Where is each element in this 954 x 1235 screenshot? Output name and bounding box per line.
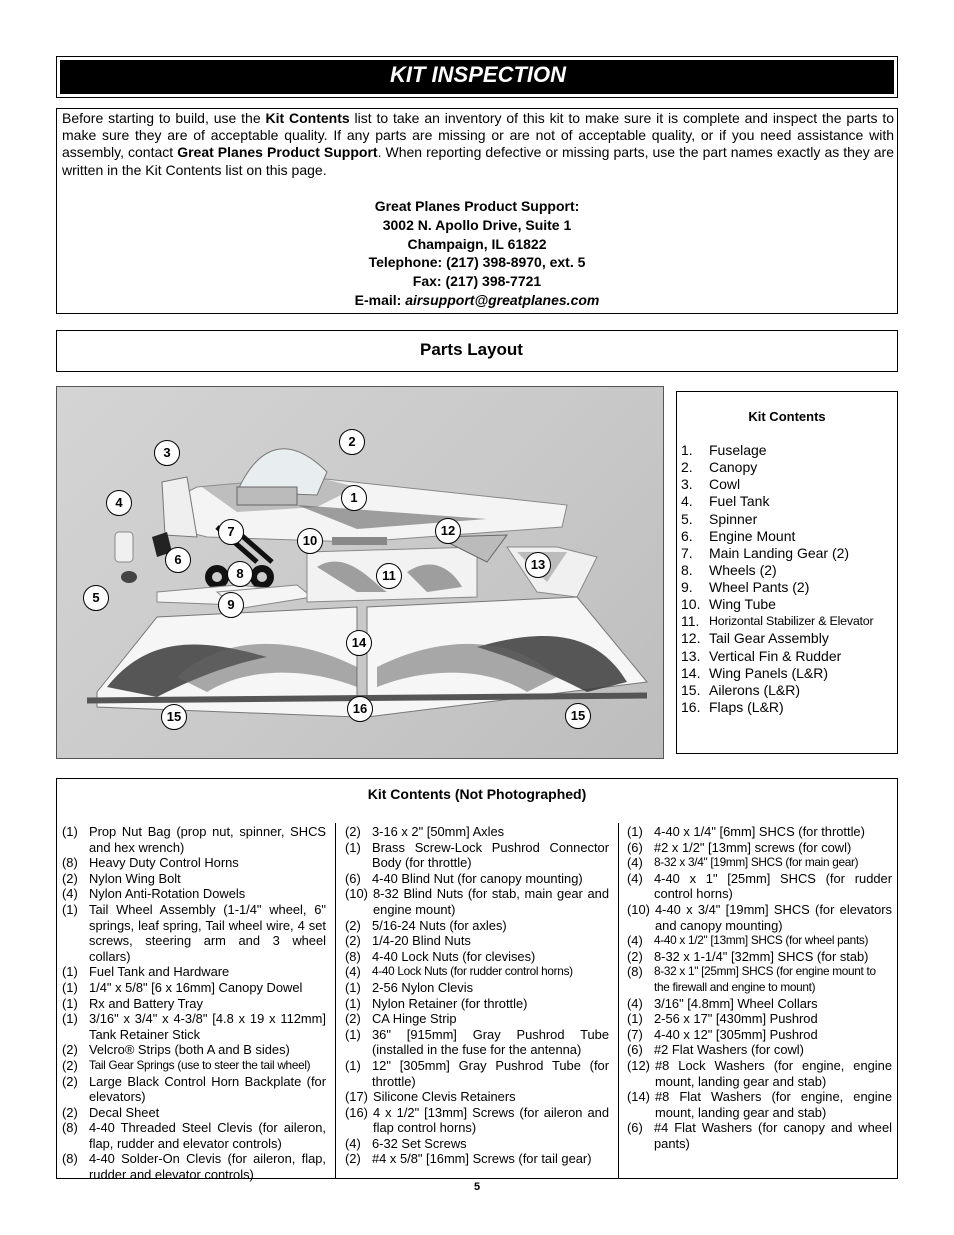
kit-contents-item-name: Flaps (L&R) [709, 698, 784, 715]
parts-list-item [62, 964, 326, 980]
kit-contents-item-name: Spinner [709, 510, 758, 527]
parts-list-quantity: (1) [345, 839, 361, 855]
support-email-line [56, 291, 898, 310]
callout-2: 2 [339, 429, 365, 455]
parts-list-description: 4 x 1/2" [13mm] Screws (for aileron and flap control horns) [373, 1104, 609, 1136]
parts-list-item [627, 964, 892, 995]
parts-list-item [627, 855, 892, 871]
parts-list-item [62, 1120, 326, 1151]
callout-4: 4 [106, 490, 132, 516]
parts-list-quantity: (4) [627, 995, 643, 1011]
parts-list-description: Heavy Duty Control Horns [89, 855, 239, 871]
parts-list-item [62, 871, 326, 887]
kit-contents-item-number: 5. [681, 510, 693, 527]
parts-list-description: Silicone Clevis Retainers [373, 1089, 516, 1105]
kit-contents-item-name: Wheels (2) [709, 561, 777, 578]
kit-contents-item-number: 3. [681, 476, 693, 493]
parts-list-quantity: (1) [62, 901, 78, 917]
parts-list-description: 8-32 x 1" [25mm] SHCS (for engine mount to the firewall and engine to mount) [654, 964, 876, 994]
kit-contents-item-number: 14. [681, 664, 701, 681]
parts-list-description: 4-40 Blind Nut (for canopy mounting) [372, 870, 583, 886]
parts-list-quantity: (2) [345, 933, 361, 949]
callout-7: 7 [218, 519, 244, 545]
parts-list-description: 36" [915mm] Gray Pushrod Tube (installed in the fuse for the antenna) [372, 1026, 609, 1058]
parts-list-quantity: (1) [627, 824, 643, 839]
kit-contents-item-name: Fuselage [709, 442, 767, 458]
parts-list-item [627, 1027, 892, 1043]
parts-list-quantity: (1) [62, 995, 78, 1011]
parts-list-quantity: (1) [62, 964, 78, 980]
callout-14: 14 [346, 630, 372, 656]
parts-list-quantity: (1) [62, 1011, 78, 1027]
kit-contents-item-number: 7. [681, 544, 693, 561]
parts-list-description: Nylon Wing Bolt [89, 870, 181, 886]
kit-contents-item-name: Fuel Tank [709, 493, 770, 510]
parts-list-quantity: (14) [627, 1089, 650, 1105]
parts-list-item [62, 1042, 326, 1058]
parts-list-description: 4-40 x 12" [305mm] Pushrod [654, 1026, 818, 1042]
kit-contents-item-number: 4. [681, 493, 693, 510]
parts-list-quantity: (8) [62, 1120, 78, 1136]
parts-list-quantity: (1) [345, 995, 361, 1011]
parts-list-quantity: (2) [62, 1073, 78, 1089]
parts-list-quantity: (16) [345, 1104, 368, 1120]
parts-list-description: 3-16 x 2" [50mm] Axles [372, 824, 505, 839]
parts-list-quantity: (12) [627, 1057, 650, 1073]
parts-list-description: 1/4" x 5/8" [6 x 16mm] Canopy Dowel [89, 979, 303, 995]
parts-list-description: 4-40 Lock Nuts (for clevises) [372, 948, 536, 964]
support-telephone: Telephone: (217) 398-8970, ext. 5 [368, 254, 586, 271]
parts-list-description: 8-32 x 1-1/4" [32mm] SHCS (for stab) [654, 948, 869, 964]
parts-layout-title: Parts Layout [420, 340, 523, 359]
kit-contents-item-number: 11. [681, 613, 700, 630]
parts-list-description: #4 x 5/8" [16mm] Screws (for tail gear) [372, 1151, 592, 1167]
parts-list-item [345, 996, 609, 1012]
kit-contents-item [681, 493, 896, 510]
parts-list-item [345, 1089, 609, 1105]
parts-list-description: CA Hinge Strip [372, 1011, 457, 1027]
kit-contents-item [681, 648, 896, 665]
parts-list-item [627, 949, 892, 965]
intro-text-2: list to take an inventory of this kit to make sure it is complete and inspect the parts to make sure they are of acceptable quality. If any parts are missing or are not of acceptable quality, or if you need assistance with assembly, contact [62, 110, 894, 161]
parts-list-item [345, 933, 609, 949]
intro-support-name: Great Planes Product Support [177, 144, 378, 161]
parts-list-description: Tail Wheel Assembly (1-1/4" wheel, 6" springs, leaf spring, Tail wheel wire, 4 set screws, steering arm and 3 wheel collars) [89, 901, 326, 964]
parts-list-quantity: (8) [62, 1151, 78, 1167]
parts-list-item [62, 886, 326, 902]
kit-contents-item-name: Wheel Pants (2) [709, 579, 810, 595]
parts-list-description: Nylon Anti-Rotation Dowels [89, 886, 246, 902]
not-photographed-column-1 [62, 824, 326, 1183]
callout-16: 16 [347, 696, 373, 722]
parts-list-quantity: (1) [627, 1011, 643, 1027]
parts-list-item [62, 980, 326, 996]
kit-contents-item-number: 2. [681, 459, 693, 476]
parts-list-description: 4-40 Solder-On Clevis (for aileron, flap, rudder and elevator controls) [89, 1151, 326, 1183]
parts-list-quantity: (6) [627, 1120, 643, 1136]
support-address-2: Champaign, IL 61822 [407, 235, 547, 252]
support-address-1: 3002 N. Apollo Drive, Suite 1 [382, 216, 572, 233]
kit-contents-item [681, 630, 896, 647]
parts-list-description: 4-40 x 1/4" [6mm] SHCS (for throttle) [654, 824, 865, 839]
parts-list-description: 3/16" [4.8mm] Wheel Collars [654, 995, 818, 1011]
kit-contents-item [681, 476, 896, 493]
support-email-label: E-mail: [354, 291, 406, 308]
parts-list-item [345, 949, 609, 965]
parts-list-item [345, 886, 609, 917]
column-divider [618, 823, 619, 1179]
parts-list-item [345, 840, 609, 871]
intro-text-1: Before starting to build, use the [62, 110, 266, 126]
parts-list-description: Fuel Tank and Hardware [89, 964, 230, 980]
parts-list-item [627, 1058, 892, 1089]
kit-contents-item-name: Vertical Fin & Rudder [709, 647, 842, 664]
parts-list-quantity: (8) [62, 855, 78, 871]
parts-list-item [62, 855, 326, 871]
parts-list-quantity: (4) [627, 933, 643, 949]
parts-list-item [345, 918, 609, 934]
parts-list-description: 4-40 x 1/2" [13mm] SHCS (for wheel pants) [654, 933, 869, 948]
not-photographed-column-3 [627, 824, 892, 1151]
parts-list-item [62, 996, 326, 1012]
parts-list-quantity: (7) [627, 1026, 643, 1042]
parts-list-description: 4-40 Lock Nuts (for rudder control horns) [372, 964, 573, 979]
parts-list-description: Tail Gear Springs (use to steer the tail wheel) [89, 1057, 311, 1072]
kit-contents-item-name: Ailerons (L&R) [709, 681, 801, 698]
parts-list-description: 4-40 x 3/4" [19mm] SHCS (for elevators and canopy mounting) [655, 901, 892, 933]
parts-list-description: #2 Flat Washers (for cowl) [654, 1042, 804, 1058]
callout-8: 8 [227, 561, 253, 587]
parts-list-quantity: (6) [627, 839, 643, 855]
parts-list-quantity: (1) [62, 979, 78, 995]
parts-list-quantity: (2) [627, 948, 643, 964]
parts-list-item [345, 1105, 609, 1136]
kit-contents-item-name: Wing Panels (L&R) [709, 664, 829, 681]
parts-list-item [345, 1058, 609, 1089]
parts-list-description: 12" [305mm] Gray Pushrod Tube (for throttle) [372, 1057, 609, 1089]
parts-list-description: 2-56 Nylon Clevis [372, 979, 474, 995]
parts-list-description: #8 Flat Washers (for engine, engine mount, landing gear and stab) [655, 1089, 892, 1120]
intro-text-3: . When reporting defective or missing parts, use the part names exactly as they are written in the Kit Contents list on this page. [62, 144, 894, 178]
kit-contents-item-name: Tail Gear Assembly [709, 630, 829, 647]
parts-list-quantity: (4) [62, 886, 78, 902]
parts-list-quantity: (1) [62, 824, 78, 839]
support-title: Great Planes Product Support: [374, 198, 580, 214]
parts-list-description: 6-32 Set Screws [372, 1135, 467, 1151]
parts-list-description: Prop Nut Bag (prop nut, spinner, SHCS and hex wrench) [89, 824, 326, 855]
parts-list-description: 8-32 Blind Nuts (for stab, main gear and engine mount) [373, 886, 609, 917]
kit-contents-item [681, 596, 896, 613]
parts-list-quantity: (2) [62, 1057, 78, 1073]
parts-list-item [627, 840, 892, 856]
parts-list-description: Decal Sheet [89, 1104, 160, 1120]
parts-list-item [62, 1105, 326, 1121]
parts-list-item [62, 1011, 326, 1042]
support-fax: Fax: (217) 398-7721 [412, 273, 542, 290]
intro-paragraph [62, 110, 894, 179]
parts-list-item [627, 996, 892, 1012]
kit-contents-item-number: 15. [681, 681, 701, 698]
kit-contents-title: Kit Contents [748, 409, 826, 424]
parts-list-quantity: (2) [345, 824, 361, 839]
kit-contents-item-name: Engine Mount [709, 527, 796, 544]
callout-11: 11 [376, 563, 402, 589]
parts-list-description: #2 x 1/2" [13mm] screws (for cowl) [654, 839, 852, 855]
parts-list-description: 4-40 x 1" [25mm] SHCS (for rudder control horns) [654, 870, 892, 902]
callout-12: 12 [435, 518, 461, 544]
kit-contents-item-name: Canopy [709, 459, 758, 476]
kit-contents-item-number: 9. [681, 579, 693, 595]
kit-contents-item [681, 442, 896, 459]
parts-list-quantity: (10) [345, 886, 368, 902]
callout-3: 3 [154, 440, 180, 466]
kit-contents-item-number: 6. [681, 527, 693, 544]
parts-list-quantity: (4) [345, 964, 361, 980]
parts-list-quantity: (1) [345, 1026, 361, 1042]
parts-list-quantity: (2) [62, 1104, 78, 1120]
kit-contents-item-name: Horizontal Stabilizer & Elevator [709, 614, 874, 629]
parts-list-description: Velcro® Strips (both A and B sides) [89, 1042, 290, 1058]
kit-contents-item-name: Main Landing Gear (2) [709, 544, 850, 561]
parts-list-item [627, 824, 892, 840]
kit-contents-item [681, 562, 896, 579]
parts-list-quantity: (8) [627, 964, 643, 980]
parts-list-description: Brass Screw-Lock Pushrod Connector Body (for throttle) [372, 839, 609, 871]
parts-list-item [627, 1089, 892, 1120]
kit-contents-item [681, 613, 896, 630]
parts-list-description: Nylon Retainer (for throttle) [372, 995, 528, 1011]
parts-list-quantity: (6) [345, 870, 361, 886]
parts-list-item [62, 902, 326, 964]
parts-list-quantity: (17) [345, 1089, 368, 1105]
parts-list-item [345, 1136, 609, 1152]
parts-list-quantity: (8) [345, 948, 361, 964]
parts-list-item [627, 871, 892, 902]
parts-list-item [345, 964, 609, 980]
support-email[interactable]: airsupport@greatplanes.com [405, 291, 600, 308]
parts-list-description: 4-40 Threaded Steel Clevis (for aileron, flap, rudder and elevator controls) [89, 1120, 326, 1151]
kit-contents-item-number: 12. [681, 630, 701, 647]
parts-list-quantity: (2) [345, 1011, 361, 1027]
parts-list-item [627, 1120, 892, 1151]
parts-list-description: 5/16-24 Nuts (for axles) [372, 917, 507, 933]
kit-contents-item-number: 1. [681, 442, 693, 458]
kit-contents-item-number: 10. [681, 596, 701, 613]
kit-contents-item-number: 13. [681, 647, 701, 664]
kit-contents-item [681, 699, 896, 716]
parts-list-quantity: (6) [627, 1042, 643, 1058]
parts-list-quantity: (1) [345, 1057, 361, 1073]
parts-list-item [345, 1151, 609, 1167]
callout-5: 5 [83, 585, 109, 611]
parts-list-quantity: (4) [627, 855, 643, 871]
kit-contents-item [681, 579, 896, 596]
page-number: 5 [473, 1181, 481, 1193]
not-photographed-title: Kit Contents (Not Photographed) [367, 786, 587, 802]
column-divider [335, 823, 336, 1179]
parts-list-item [345, 871, 609, 887]
parts-list-description: 3/16" x 3/4" x 4-3/8" [4.8 x 19 x 112mm] Tank Retainer Stick [89, 1011, 326, 1042]
parts-list-item [627, 1042, 892, 1058]
callout-10: 10 [297, 528, 323, 554]
callout-9: 9 [218, 592, 244, 618]
parts-list-quantity: (1) [345, 979, 361, 995]
intro-kit-contents: Kit Contents [265, 110, 350, 126]
parts-list-description: #4 Flat Washers (for canopy and wheel pants) [654, 1120, 892, 1151]
kit-contents-item [681, 528, 896, 545]
parts-list-description: #8 Lock Washers (for engine, engine mount, landing gear and stab) [655, 1057, 892, 1089]
parts-list-quantity: (2) [345, 917, 361, 933]
parts-list-item [345, 980, 609, 996]
parts-list-quantity: (4) [627, 870, 643, 886]
parts-list-quantity: (4) [345, 1135, 361, 1151]
kit-contents-item-name: Wing Tube [709, 596, 776, 613]
kit-contents-item [681, 545, 896, 562]
parts-list-item [62, 1151, 326, 1182]
parts-list-item [62, 824, 326, 855]
parts-list-description: 1/4-20 Blind Nuts [372, 933, 471, 949]
not-photographed-column-2 [345, 824, 609, 1167]
callout-1: 1 [341, 485, 367, 511]
parts-list-quantity: (2) [345, 1151, 361, 1167]
kit-contents-item-number: 16. [681, 698, 701, 715]
parts-list-description: Rx and Battery Tray [89, 995, 203, 1011]
parts-list-quantity: (2) [62, 1042, 78, 1058]
parts-list-quantity: (2) [62, 870, 78, 886]
callout-15-right: 15 [565, 703, 591, 729]
parts-list-description: 2-56 x 17" [430mm] Pushrod [654, 1011, 818, 1027]
parts-list-item [345, 1011, 609, 1027]
parts-list-quantity: (10) [627, 901, 650, 917]
support-contact-block [56, 197, 898, 310]
parts-photo [56, 386, 664, 759]
parts-list-item [345, 824, 609, 840]
parts-list-item [62, 1058, 326, 1074]
kit-contents-list [681, 442, 896, 716]
kit-contents-item-number: 8. [681, 561, 693, 578]
callout-6: 6 [165, 547, 191, 573]
parts-list-item [345, 1027, 609, 1058]
kit-contents-item [681, 459, 896, 476]
callout-15-left: 15 [161, 704, 187, 730]
parts-list-item [627, 933, 892, 949]
kit-contents-item [681, 511, 896, 528]
kit-contents-item [681, 665, 896, 682]
callout-13: 13 [525, 552, 551, 578]
parts-list-item [627, 902, 892, 933]
kit-contents-item [681, 682, 896, 699]
page-title: KIT INSPECTION [390, 62, 567, 87]
parts-list-description: 8-32 x 3/4" [19mm] SHCS (for main gear) [654, 855, 859, 870]
parts-list-item [62, 1074, 326, 1105]
parts-list-item [627, 1011, 892, 1027]
parts-list-description: Large Black Control Horn Backplate (for elevators) [89, 1073, 326, 1105]
kit-contents-item-name: Cowl [709, 476, 741, 493]
